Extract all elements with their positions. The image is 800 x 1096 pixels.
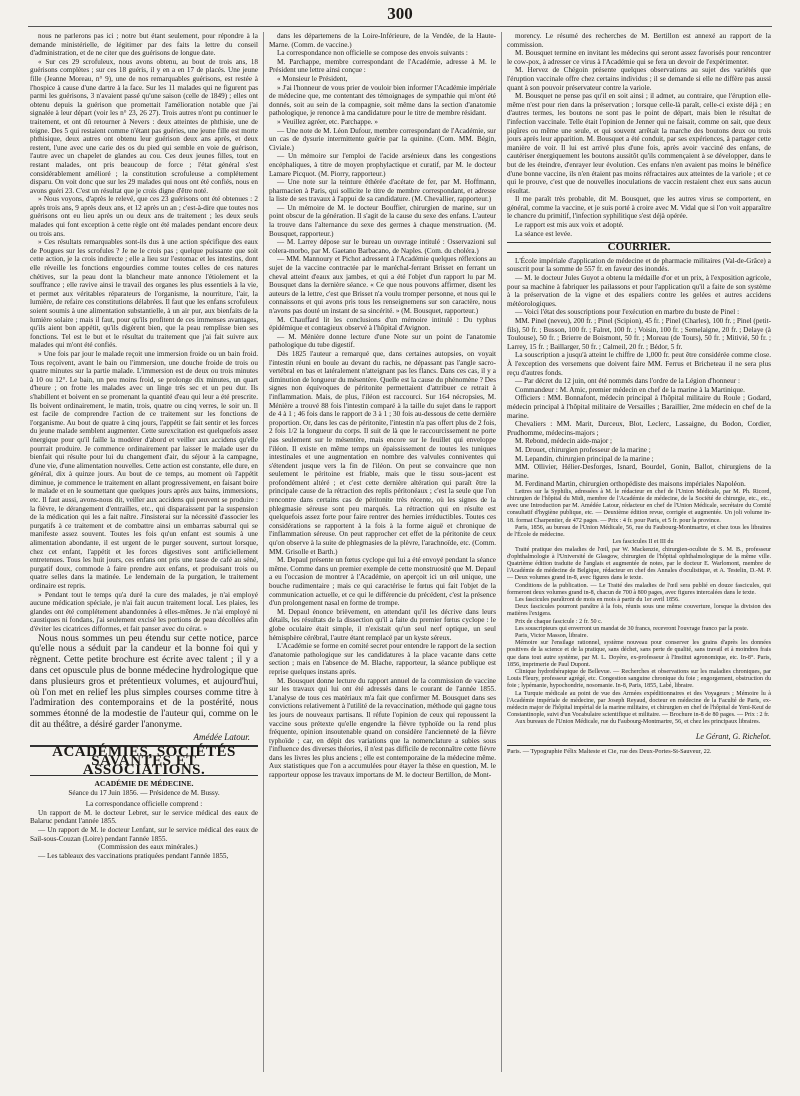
- column-divider: [501, 32, 502, 1072]
- paragraph: — Voici l'état des souscriptions pour l'exécution en marbre du buste de Pinel :: [515, 308, 740, 317]
- paragraph: La souscription a jusqu'à atteint le chiffre de 1,000 fr. peut être considérée comme close. À l'exception des versemens que doivent faire MM. Ferrus et Bricheteau il ne sera plus reçu d'autres fonds.: [507, 351, 771, 377]
- column-divider: [263, 32, 264, 1072]
- paragraph: M. Parchappe, membre correspondant de l'Académie, adresse à M. le Président une lettre ainsi conçue :: [269, 57, 496, 75]
- paragraph: « Sur ces 29 scrofuleux, nous avons obtenu, au bout de trois ans, 18 guérisons complètes ; sur ces 18 guéris, il y en a en 17 de placés. Une jeune fille (Jeanne Moreau, n° 9), une de nos remarquables guérisons, est restée à l'hospice à cause d'une dartre à la face. Sur les 11 malades qui ne figurent pas parmi les guérisons, 3 n'avaient passé qu'une saison (celle de 1849) ; elles ont obtenu depuis la guérison que promettait l'amélioration notable que j'ai signalée à leur départ (voir les n° 23, 26 27). Trois autres n'ont pu continuer le traitement, et ont dû retourner à Nevers : deux atteintes de phthisie, une de teigne. Des 5 qui restaient comme n'étant pas guéries, une jeune fille est morte phthisique, deux autres ont obtenu leur guérison deux ans après, et deux restent, l'une avec une carie des os du pied qui semble en voie de guérison, l'autre avec un chapelet de glandes au cou. Ces deux jeunes filles, tout en restant malades, ont pris beaucoup de force ; l'état général s'est considérablement amélioré ; la constitution scrofuleuse a complétement disparu. On voit donc que sur les 29 malades qui nous ont été confiés, nous en avons guéri 23. C'est un résultat que je crois digne d'être noté.: [30, 57, 258, 195]
- session-line: Séance du 17 Juin 1856. — Présidence de M. Bussy.: [68, 788, 220, 797]
- gerant-signature: Le Gérant, G. Richelot.: [695, 731, 771, 741]
- book-notice: Clinique hydrothérapique de Bellevue. — Recherches et observations sur les maladies chroniques, par Louis Fleury, professeur agrégé, etc. Congestion sanguine chronique du foie ; engorgement, obstruction du foie ; lypémanie, hypochondrie, nosomanie. In-8, Paris, 1855, Labé, libraire.: [507, 668, 771, 690]
- academy-title: ACADÉMIE DE MÉDECINE.: [94, 779, 194, 789]
- paragraph: La séance est levée.: [515, 229, 573, 238]
- paragraph: » Une fois par jour le malade reçoit une immersion froide ou un bain froid. Tous reçoivent, avant le bain ou l'immersion, une douche froide de trois ou quatre minutes sur la partie malade. L'immersion est de deux ou trois minutes à 10 ou 12°. Le bain, un peu moins froid, se prolonge dix minutes, un quart d'heure ; on frotte les malades avec un linge très sec et un peu dur. Ils s'habillent et boivent en se promenant la quantité d'eau qui leur a été prescrite. Ils boivent ordinairement, le matin, trois, quatre ou cinq verres, le soir un. Il est facile de comprendre l'action de ce traitement sur les fonctions de l'organisme. Au bout de quatre à cinq jours, l'appétit se fait sentir et les forces du jeune malade semblent augmenter. Cette surexcitation est quelquefois assez énergique pour qu'il faille la modérer d'abord et veiller aux accidens qu'elle pourrait produire. Je commence ordinairement par laisser le malade user du bienfait qui résulte pour lui du changement d'air, du séjour à la campagne, d'une vie, d'une alimentation nouvelles. Cette action est constante, elle dure, en général, dix à quinze jours. Au bout de ce temps, au moment où l'appétit diminue, je commence le traitement en allant progressivement, en faisant boire le malade et en le soumettant que quelques jours après aux bains, immersions, etc. Il faut aussi, avons-nous dit, veiller aux accidens qui peuvent se produire : la fièvre, le dérangement d'entrailles, etc., qui disparaissent par la suspension de la médication qui les a fait naître. J'insisterai sur la nécessité d'associer les purgatifs à ce traitement et de combattre ainsi un embarras saburral qui se manifeste assez souvent. Toutes les fois qu'un enfant est soumis à une alimentation abondante, il est urgent de le purger souvent, surtout lorsque, chez cet enfant, l'appétit et les forces digestives sont artificiellement entretenues. Tous les huit jours, ces enfans ont pris une tasse de café au séné, purgatif doux, commode à faire prendre aux enfans, et produisant trois ou quatre selles dans la matinée. Le lendemain de la purgation, le traitement ordinaire est repris.: [30, 349, 258, 590]
- paragraph: M. Depaul énonce brièvement, en attendant qu'il les décrive dans leurs détails, les résultats de la dissection qu'il a faite du premier fœtus cyclope : le globe oculaire était simple, il n'existait qu'un seul nerf optique, un seul hémisphère cérébral, l'autre étant remplacé par un kyste séreux.: [269, 607, 496, 642]
- paragraph: Un rapport de M. le docteur Lebret, sur le service médical des eaux de Balaruc pendant l'année 1855.: [30, 808, 258, 826]
- right-column: [507, 32, 771, 1076]
- book-notice: Traité pratique des maladies de l'œil, par W. Mackenzie, chirurgien-oculiste de S. M. B., professeur d'ophthalmologie à l'Université de Glasgow, chirurgien de l'hôpital ophthalmologique de la même ville. Quatrième édition traduite de l'anglais et augmentée de notes, par le docteur E. Warlomont, membre de l'Académie de médecine de Belgique, rédacteur en chef des Annales d'oculistique, et A. Testelin, D.-M. P. — Deux volumes grand in-8, avec figures dans le texte.: [507, 546, 771, 582]
- paragraph: Commandeur : M. Amic, premier médecin en chef de la marine à la Martinique.: [515, 385, 745, 394]
- page-number: 300: [387, 4, 413, 23]
- printer-imprint: Paris. — Typographie Félix Malteste et Cie, rue des Deux-Portes-St-Sauveur, 22.: [507, 745, 771, 757]
- paragraph: » J'ai l'honneur de vous prier de vouloir bien informer l'Académie impériale de médecine que, me contentant des témoignages de sympathie qui m'ont été donnés, soit au sein de la compagnie, soit même dans la section d'anatomie pathologique, je renonce à ma candidature pour le titre de membre résidant.: [269, 83, 496, 118]
- paragraph: L'École impériale d'application de médecine et de pharmacie militaires (Val-de-Grâce) a souscrit pour la somme de 557 fr. en faveur des inondés.: [507, 256, 771, 274]
- correspondence-title: La correspondance officielle comprend :: [85, 800, 203, 809]
- paragraph: La correspondance non officielle se compose des envois suivants :: [277, 49, 468, 58]
- paragraph: M. Rebond, médecin aide-major ;: [515, 437, 613, 446]
- editorial-paragraph: Nous nous sommes un peu étendu sur cette notice, parce qu'elle nous a séduit par la candeur et la bonne foi qui y règnent. Cette petite brochure est écrite avec talent ; il y a dans cet opuscule plus de bonne médecine hydrologique que dans plusieurs gros et prétentieux volumes, et aujourd'hui, où l'on met en relief les plus simples courses comme titre à l'admiration des contemporains et de la postérité, nous sommes étonné de la modestie de l'auteur qui, comme on le dit au théâtre, a désiré garder l'anonyme.: [30, 633, 258, 730]
- book-notice: Lettres sur la Syphilis, adressées à M. le rédacteur en chef de l'Union Médicale, par M. Ph. Ricord, chirurgien de l'hôpital du Midi, membre de l'Académie de médecine, de la Société de chirurgie, etc., etc., avec une Introduction par M. Amédée Latour, rédacteur en chef de l'Union Médicale, secrétaire du Comité consultatif d'hygiène publique, etc. — Deuxième édition revue, corrigée et augmentée. Un joli volume in-18. format Charpentier, de 472 pages. — Prix : 4 fr. pour Paris, et 5 fr. pour la province.: [507, 488, 771, 524]
- paragraph: M. Hervez de Chégoin présente quelques observations au sujet des variétés que l'éruption vaccinale offre chez certains individus ; il se demande si elle ne diffère pas aussi quant à son pouvoir préservateur contre la variole.: [507, 66, 771, 92]
- paragraph: Le rapport est mis aux voix et adopté.: [515, 221, 624, 230]
- paragraph: M. Bousquet termine en invitant les médecins qui seront assez favorisés pour rencontrer le cow-pox, à adresser ce virus à l'Académie qui se fera un devoir de l'expérimenter.: [507, 49, 771, 66]
- paragraph: — Un mémoire sur l'emploi de l'acide arsénieux dans les congestions encéphaliques, à titre de moyen prophylactique et curatif, par M. le docteur Lamare Picquot. (M. Piorry, rapporteur.): [269, 152, 496, 178]
- book-notice: Paris, 1856, au bureau de l'Union Médicale, 56, rue du Faubourg-Montmartre, et chez tous les libraires de l'École de médecine.: [507, 524, 771, 539]
- paragraph: M. Chauffard lit les conclusions d'un mémoire intitulé : Du typhus épidémique et contagieux observé à l'hôpital d'Avignon.: [269, 315, 496, 333]
- paragraph: morency. Le résumé des recherches de M. Bertillon est annexé au rapport de la commission.: [507, 32, 771, 49]
- paragraph: — Un rapport de M. le docteur Lenfant, sur le service médical des eaux de Sail-sous-Couzan (Loire) pendant l'année 1855.: [30, 826, 258, 843]
- book-notice: Les fascicules paraîtront de mois en mois à partir du 1er avril 1856.: [515, 596, 680, 603]
- paragraph: M. Ferdinand Martin, chirurgien orthopédiste des maisons impériales Napoléon.: [515, 480, 746, 489]
- section-title: ACADÉMIES, SOCIÉTÉS SAVANTES ET ASSOCIATIONS.: [30, 745, 258, 776]
- paragraph: — M. le docteur Jules Guyot a obtenu la médaille d'or et un prix, à l'exposition agricole, pour sa machine à fabriquer les pailassons et pour l'application qu'il a faite de son système à la préservation de la vigne et des espaliers contre les gelées et autres accidens météorologiques.: [507, 274, 771, 308]
- paragraph: — Par décret du 12 juin, ont été nommés dans l'ordre de la Légion d'honneur :: [515, 377, 740, 386]
- paragraph: Dès 1825 l'auteur a remarqué que, dans certaines autopsies, on voyait l'intestin réuni en boule au devant du rachis, ne dépassant pas l'angle sacro-vertébral en bas et latéralement n'atteignant pas les flancs. Dans ces cas, il y a diminution de longueur du mésentère. Quelle est la cause du phénomène ? Des signes non équivoques de péritonite permettaient d'attribuer ce retrait à l'inflammation. Mais, de plus, l'iléon est raccourci. Sur 164 nécropsies, M. Ménière a trouvé 88 fois l'intestin comparé à la taille du sujet dans le rapport de 4 à 1 ; 46 fois dans le rapport de 3 à 1 ; 30 fois au-dessous de cette dernière proportion. Or, dans les cas de péritonite, l'intestin n'a pas offert plus de 2 fois, 2 fois 1/2 la longueur du corps. Il suit de là que le raccourcissement ne porte pas seulement sur le mésentère, mais encore sur le feuillet qui enveloppe l'iléon. Il existe en même temps un épaississement de toutes les tuniques intestinales et une augmentation en nombre des valvules conniventes qui s'étendent jusque vers la fin de l'iléon. On peut se convaincre que non seulement le péritoine est friable, mais que le tissu sous-jacent est profondément altéré ; et c'est cette dernière altération qui paraît être la principale cause de la rétraction des replis péritonéaux ; c'est la seule que l'on rencontre dans certains cas de péritonite très récente, où les signes de la phlegmasie séreuse sont peu marqués. La rétraction qui en résulte est quelquefois assez forte pour faire rentrer des hernies irréductibles. Toutes ces considérations se rapportent à la fois à la forme aiguë et chronique de l'inflammation séreuse. On peut rapprocher cet effet de la péritonite de ceux qu'on observe à la suite de phlegmasies de la plèvre, l'arachnoïde, etc. (Comm. MM. Grisolle et Barth.): [269, 349, 496, 556]
- paragraph: » Veuillez agréer, etc. Parchappe. »: [277, 117, 378, 126]
- paragraph: » Pendant tout le temps qu'a duré la cure des malades, je n'ai employé aucune médication spéciale, je n'ai fait aucun traitement local. Les plaies, les glandes ont été complétement abandonnées à elles-mêmes. Je n'ai employé ni caustiques ni fondans, j'ai seulement excisé les portions de peau décollées afin d'éviter les cicatrices difformes, et fait panser avec du cérat. »: [30, 590, 258, 633]
- paragraph: M. Bousquet donne lecture du rapport annuel de la commission de vaccine sur les travaux qui lui ont été adressés dans le courant de l'année 1855. L'analyse de tous ces matériaux m'a fait que confirmer M. Bousquet dans ses convictions relativement à l'utilité de la revaccination, méthode qui gagne tous les jours de nouveaux partisans. Il réfute l'opinion de ceux qui repoussent la vaccine sous prétexte qu'elle engendre la fièvre typhoïde ou la rend plus fréquente, opinion insoutenable quand on considère l'ancienneté de la fièvre typhoïde ; car, en dépit des variations que la nomenclature a subies sous l'influence des diverses théories, il n'est pas difficile de reconnaître cette fièvre dans les livres les plus anciens ; elle est contemporaine de la médecine même. Aux statistiques que l'on a accumulées pour étayer la thèse en question, M. le rapporteur oppose les travaux importans de M. le docteur Bertillon, de Mont-: [269, 676, 496, 780]
- paragraph: « Monsieur le Président,: [277, 74, 348, 83]
- paragraph: M. Drouet, chirurgien professeur de la marine ;: [515, 445, 651, 454]
- paragraph: — Une note sur la teinture éthérée d'acétate de fer, par M. Hoffmann, pharmacien à Paris, qui sollicite le titre de membre correspondant, et adresse la liste de ses travaux à l'appui de sa candidature. (M. Chevallier, rapporteur.): [269, 178, 496, 204]
- paragraph: — Une note de M. Léon Dufour, membre correspondant de l'Académie, sur un cas de dysurie intermittente guérie par la quinine. (Com. MM. Bégin, Civiale.): [269, 126, 496, 152]
- book-notice: Paris, Victor Masson, libraire.: [515, 632, 588, 639]
- paragraph: nous ne parlerons pas ici ; notre but étant seulement, pour répondre à la demande ministérielle, de légitimer par des faits la lettre du conseil d'administration, et de ne citer que des guérisons de longue date.: [30, 32, 258, 58]
- book-notice: Prix de chaque fascicule : 2 fr. 50 c.: [515, 618, 603, 625]
- paragraph: Officiers : MM. Bonnafont, médecin principal à l'hôpital militaire du Roule ; Godard, médecin principal à l'hôpital militaire de Versailles ; Baraillier, 2me médecin en chef de la marine.: [507, 394, 771, 420]
- paragraph: M. Bousquet ne pense pas qu'il en soit ainsi ; il admet, au contraire, que l'éruption elle-même n'est pour rien dans la préservation ; lorsque celle-là paraît, celle-ci existe déjà ; en d'autres termes, les boutons ne sont pas le point de départ, mais bien le résultat de l'infection vaccinale. Telle était l'opinion de Jenner qui ne faisait, comme on sait, que deux piqûres ou même une seule, et qui souvent arrêtait la marche des boutons deux ou trois jours après leur apparition. M. Bousquet a été conduit, par ses expériences, à partager cette manière de voir. Il lui est arrivé plus d'une fois, après avoir vacciné des enfans, de cautériser énergiquement les boutons aussitôt qu'ils commençaient à se développer, dans le but de les éteindre, d'enrayer leur évolution. Ces enfans n'en avaient pas moins le bénéfice d'une bonne vaccine, ils n'en étaient pas moins réfractaires aux atteintes de la variole ; et ce qui le prouve, c'est que de nouvelles inoculations de vaccin restaient chez eux sans aucun résultat.: [507, 92, 771, 195]
- signature: Amédée Latour.: [193, 731, 250, 742]
- book-notice: Les souscripteurs qui enverront un mandat de 30 francs, recevront l'ouvrage franco par la poste.: [515, 625, 749, 632]
- left-column: [30, 32, 258, 1076]
- paragraph: M. Lepandin, chirurgien principal de la marine ;: [515, 454, 654, 463]
- paragraph: MM. Pinel (neveu), 200 fr. ; Pinel (Scipion), 45 fr. ; Pinel (Charles), 100 fr. ; Pinel (petit-fils), 50 fr. ; Busson, 100 fr. ; Falret, 100 fr. ; Voisin, 100 fr. ; Semelaigne, 20 fr. ; Delaye (à Toulouse), 50 fr. ; Brierre de Boismont, 50 fr. ; Moreau (de Tours), 50 fr. ; Mitivié, 50 fr. ; Larrey, 15 fr. ; Baillarger, 50 fr. ; Calmeil, 20 fr. ; Bédor, 5 fr.: [507, 317, 771, 351]
- book-notice: Les fascicules II et III du: [612, 539, 674, 546]
- paragraph: — M. Larrey dépose sur le bureau un ouvrage intitulé : Osservazioni sul colera-morbo, par M. Gaetano Barbacano, de Naples. (Com. du choléra.): [269, 238, 496, 255]
- book-notice: La Turquie médicale au point de vue des Armées expéditionnaires et des Voyageurs ; Mémoire lu à l'Académie impériale de médecine, par Joseph Reyaud, docteur en médecine de la Faculté de Paris, ex-médecin major de l'hôpital impérial de la marine militaire, et chirurgien en chef de l'hôpital de Yeni-Keuï de Constantinople, suivi d'un Vocabulaire scientifique et militaire. — Brochure in-8 de 80 pages. — Prix : 2 fr.: [507, 690, 771, 719]
- paragraph: » Ces résultats remarquables sont-ils dus à une action spécifique des eaux de Pougues sur les scrofules ? Je ne le crois pas ; quelque puissante que soit cette action, je la crois indirecte ; elle a lieu sur l'estomac et les intestins, dont elle réveille les fonctions engourdies comme toutes celles de ces natures chétives, sur la peau dont la blancheur mate annonce l'étiolement et la souffrance ; elle ravive ainsi le travail des organes les plus essentiels à la vie, et permet aux véritables réparateurs de l'organisme, la nourriture, l'air, la lumière, de refaire ces constitutions délabrées. Il faut que les enfans scrofuleux soient soumis à une alimentation substantielle, à un air pur, aux bienfaits de la lumière solaire ; mais il faut, pour qu'ils profitent de ces immenses avantages, qu'ils aient bon appétit, qu'ils digèrent bien, que la peau remplisse bien ses fonctions. Tel est le but et le résultat du traitement que j'ai fait suivre aux malades qui m'ont été confiés.: [30, 238, 258, 350]
- paragraph: L'Académie se forme en comité secret pour entendre le rapport de la section d'anatomie pathologique sur les candidatures à la place vacante dans cette section ; mais en l'absence de M. Blache, rapporteur, la séance publique est reprise quelques instans après.: [269, 642, 496, 676]
- courrier-title: COURRIER.: [507, 242, 771, 253]
- paragraph: (Commission des eaux minérales.): [98, 843, 198, 852]
- paragraph: — M. Ménière donne lecture d'une Note sur un point de l'anatomie pathologique du tube digestif.: [269, 332, 496, 350]
- book-notice: Conditions de la publication. — Le Traité des maladies de l'œil sera publié en douze fascicules, qui formeront deux volumes grand in-8, chacun de 700 à 800 pages, avec figures intercalées dans le texte.: [507, 582, 771, 596]
- header-rule: [28, 26, 772, 27]
- paragraph: — Un mémoire de M. le docteur Bouffier, chirurgien de marine, sur un point obscur de la génération. Il s'agit de la cause du sexe des enfans. L'auteur la trouve dans l'alternance du sexe des germes à chaque menstruation. (M. Bousquet, rapporteur.): [269, 203, 496, 238]
- paragraph: dans les départemens de la Loire-Inférieure, de la Vendée, de la Haute-Marne. (Comm. de vaccine.): [269, 32, 496, 49]
- paragraph: M. Depaul présente un fœtus cyclope qui lui a été envoyé pendant la séance même. Comme dans un premier exemple de cette monstruosité que M. Depaul a eu l'occasion de montrer à l'Académie, on aperçoit ici un œil unique, une bouche rudimentaire ; mais ce qui caractérise le fœtus qui fait l'objet de la communication actuelle, et ce qui le différencie du précédent, c'est la présence d'un prolongement nasal en forme de trompe.: [269, 556, 496, 608]
- book-notice: Deux fascicules pourront paraître à la fois, réunis sous une même couverture, lorsque la division des matières l'exigera.: [507, 604, 771, 618]
- book-notice: Mémoire sur l'ensilage rationnel, système nouveau pour conserver les grains d'après les données positives de la science et de la pratique, sans déchet, sans perte de qualité, sans travail et à moindres frais que dans tout autre système, par M. L. Doyère, ex-professeur à l'Institut agronomique, etc. In-8°. Paris, 1856, imprimerie de Paul Dupont.: [507, 640, 771, 668]
- paragraph: — MM. Mannoury et Pichot adressent à l'Académie quelques réflexions au sujet de la vaccine contractée par le maréchal-ferrant Brisset en ferrant un cheval atteint d'eaux aux jambes, et qui a été l'objet d'un rapport lu par M. Bousquet dans la dernière séance. « Ce que nous pouvons affirmer, disent les auteurs de la lettre, c'est que Brisset n'a voulu tromper personne, et nous qui le connaissons et qui avons pris tous les renseignemens sur son caractère, nous n'avons pas douté un instant de sa sincérité. » (M. Bousquet, rapporteur.): [269, 255, 496, 315]
- paragraph: Il me paraît très probable, dit M. Bousquet, que les autres virus se comportent, en général, comme la vaccine, et je suis porté à croire avec M. Vidal que si l'on voit apparaître le chancre du primitif, l'infection syphilitique s'est déjà opérée.: [507, 195, 771, 221]
- paragraph: Chevaliers : MM. Marit, Durceux, Blot, Leclerc, Lassaigne, du Bodon, Cordier, Prudhomme, médecins-majors ;: [507, 420, 771, 437]
- paragraph: — Les tableaux des vaccinations pratiquées pendant l'année 1855,: [38, 851, 229, 860]
- middle-column: [269, 32, 496, 1076]
- paragraph: » Nous voyons, d'après le relevé, que ces 23 guérisons ont été obtenues : 2 après trois ans, 9 après deux ans, et 12 après un an ; c'est-à-dire que toutes nos guérisons ont eu lieu après un ou deux ans de traitement ; les deux seuls malades qui font exception à cette règle ont été malades pendant encore deux ou trois ans.: [30, 195, 258, 238]
- book-notice: Aux bureaux de l'Union Médicale, rue du Faubourg-Montmartre, 56, et chez les principaux libraires.: [515, 719, 761, 726]
- paragraph: MM. Ollivier, Hélier-Desforges, Isnard, Bourdel, Gonin, Ballot, chirurgiens de la marine.: [507, 463, 771, 480]
